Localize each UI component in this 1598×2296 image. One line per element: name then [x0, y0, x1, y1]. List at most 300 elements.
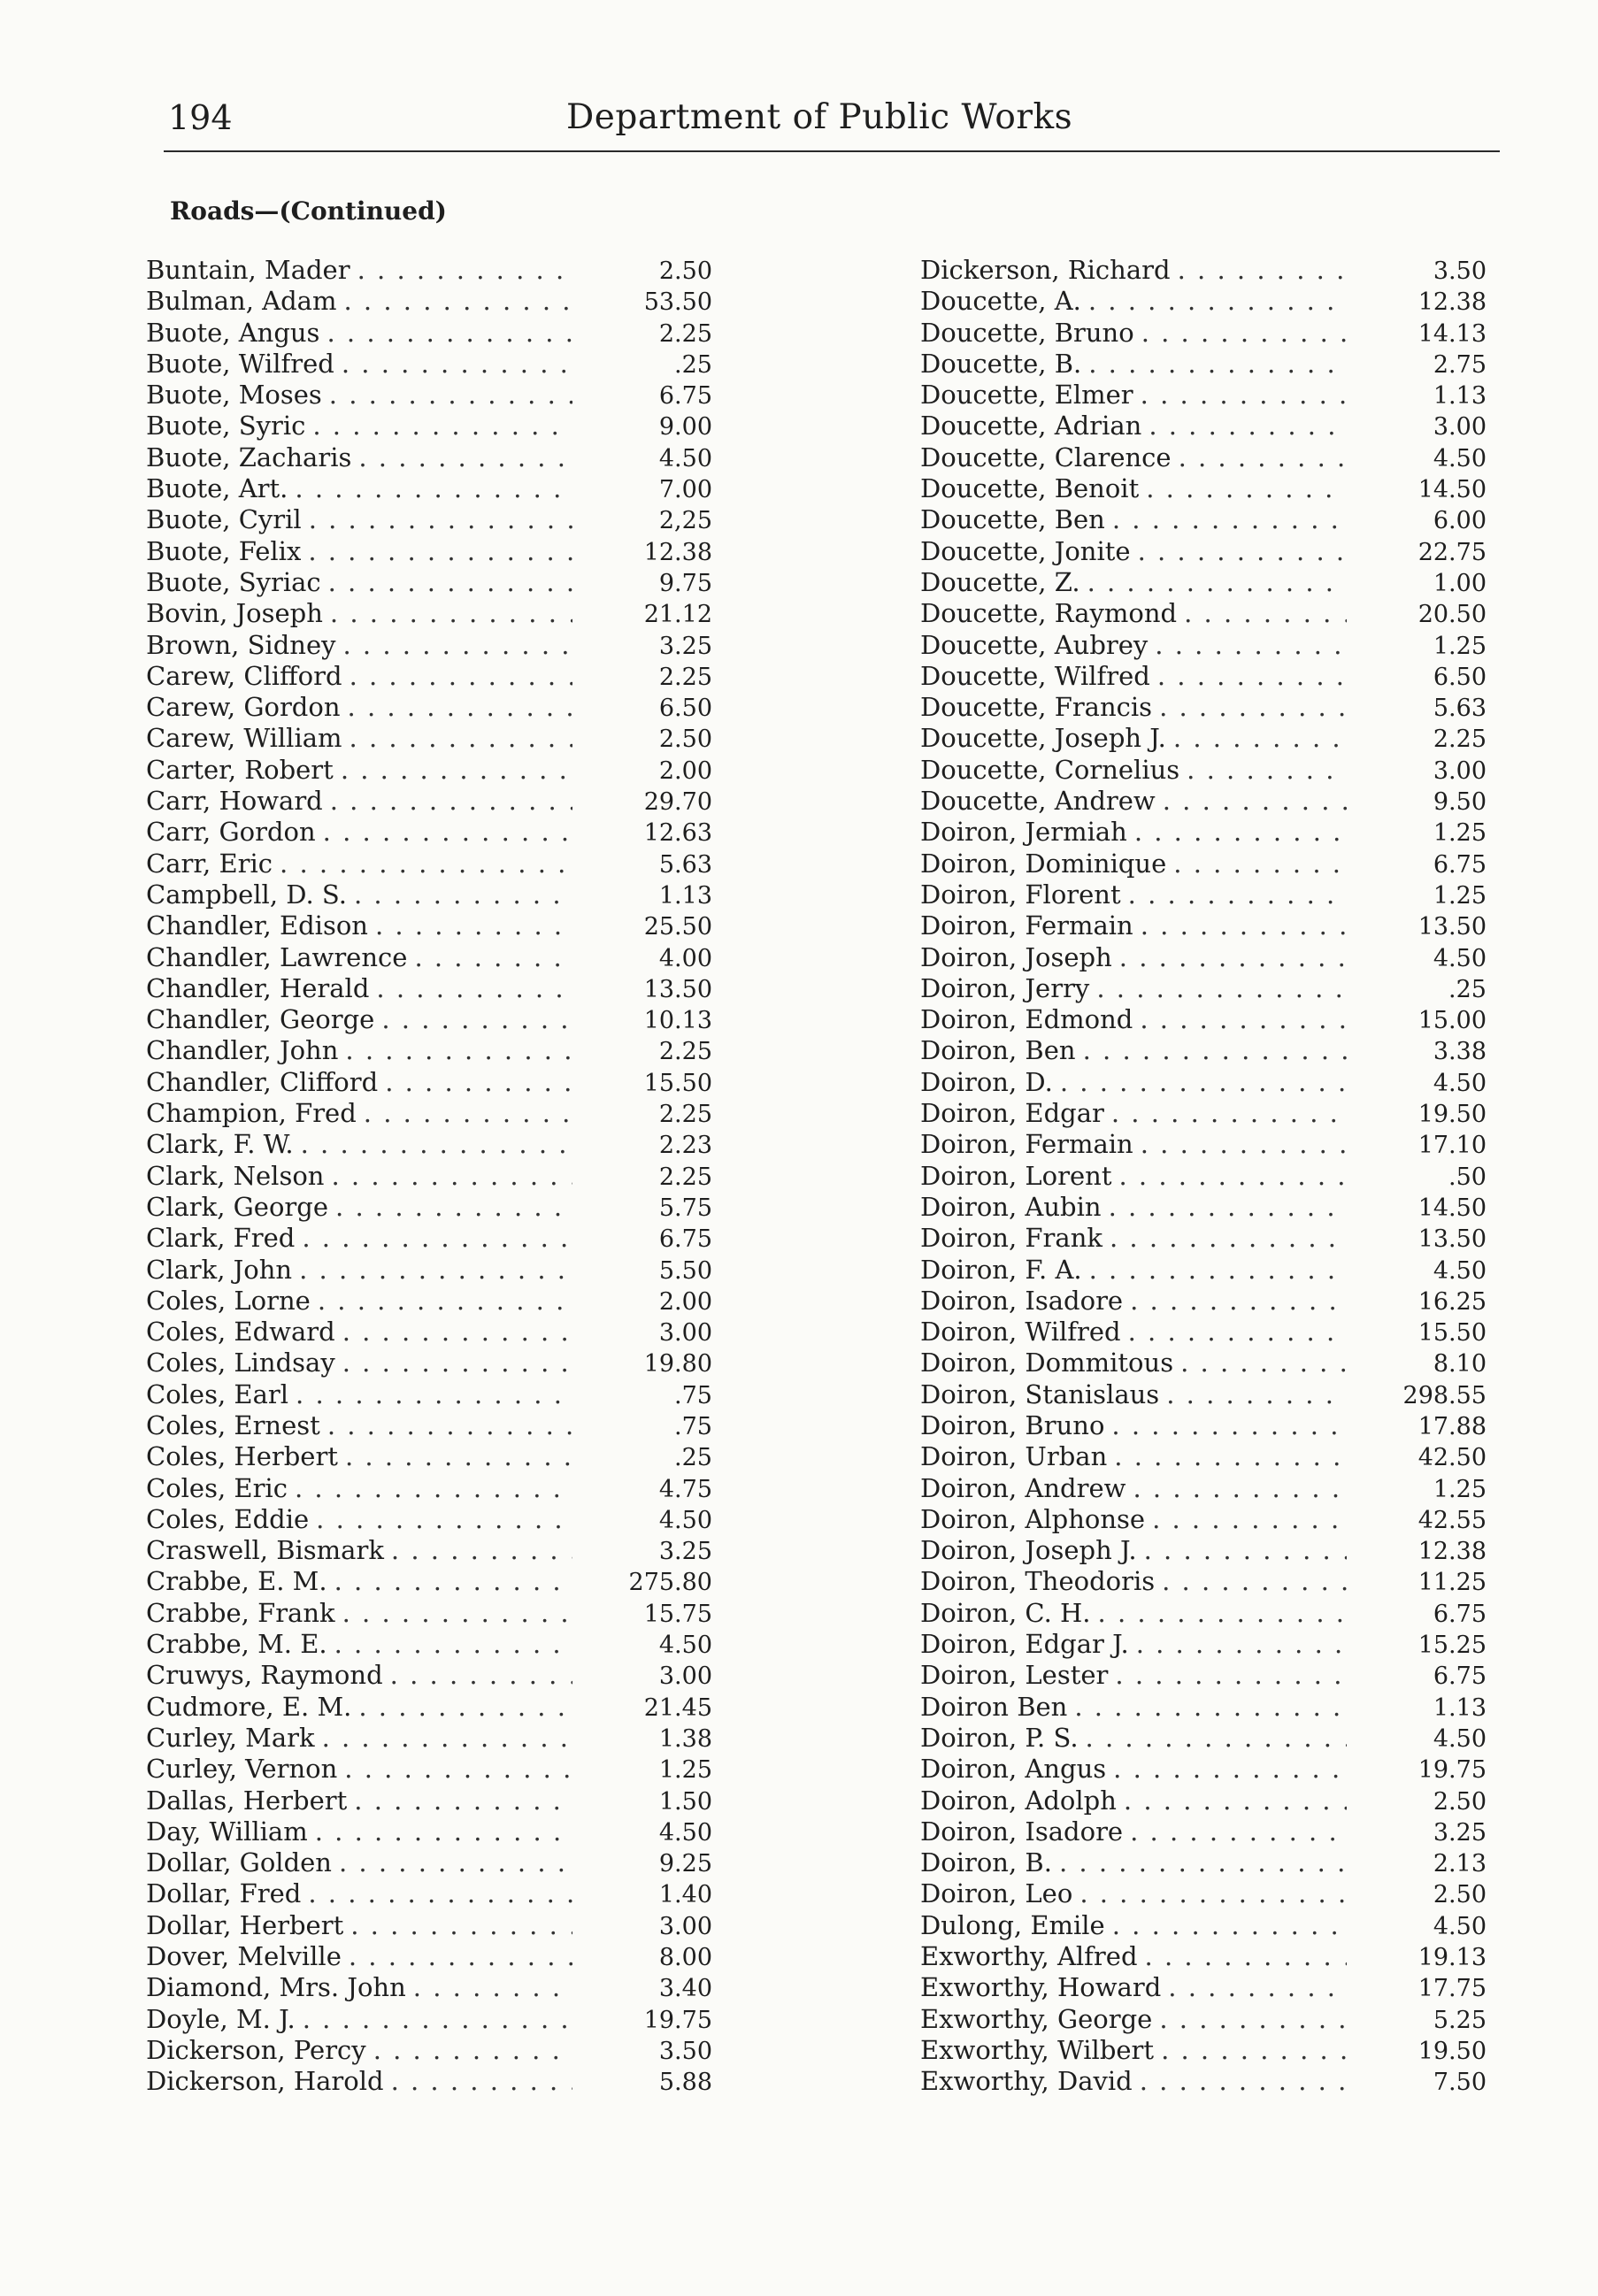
dot-leader	[1184, 598, 1347, 629]
list-item	[146, 1348, 712, 1378]
list-item	[920, 879, 1487, 910]
entry-amount: 19.50	[1417, 2037, 1487, 2065]
list-item	[146, 1754, 712, 1785]
right-column-list	[920, 255, 1487, 2098]
list-item	[146, 1035, 712, 1066]
list-item	[920, 1035, 1487, 1066]
list-item	[146, 1286, 712, 1317]
entry-name: Exworthy, Howard	[920, 1972, 1162, 2003]
dot-leader	[328, 567, 572, 598]
entry-name: Cruwys, Raymond	[146, 1660, 383, 1691]
entry-name: Doiron, Isadore	[920, 1816, 1124, 1847]
entry-amount: 9.25	[658, 1850, 712, 1878]
entry-amount: 1.40	[658, 1881, 712, 1909]
entry-name: Doucette, Jonite	[920, 535, 1131, 566]
entry-amount: 2.13	[1433, 1850, 1487, 1878]
dot-leader	[299, 1255, 572, 1286]
entry-name: Exworthy, David	[920, 2066, 1133, 2097]
list-item	[920, 661, 1487, 692]
entry-amount: 6.75	[1433, 1662, 1487, 1691]
list-item	[920, 504, 1487, 535]
header-divider	[164, 150, 1500, 152]
entry-amount: 4.50	[658, 1632, 712, 1660]
dot-leader	[358, 442, 572, 473]
list-item	[920, 442, 1487, 473]
entry-name: Dallas, Herbert	[146, 1785, 348, 1816]
dot-leader	[343, 286, 572, 317]
left-column-list	[146, 255, 712, 2098]
entry-name: Doiron, Andrew	[920, 1472, 1126, 1503]
entry-name: Doiron, Fermain	[920, 910, 1133, 941]
list-item	[920, 2035, 1487, 2066]
dot-leader	[1134, 817, 1347, 848]
entry-name: Doiron, Urban	[920, 1441, 1108, 1472]
entry-name: Doiron, Edgar	[920, 1098, 1104, 1129]
dot-leader	[1114, 1441, 1347, 1472]
entry-amount: 2.23	[658, 1132, 712, 1160]
list-item	[920, 786, 1487, 817]
list-item	[146, 473, 712, 504]
entry-amount: 2.50	[658, 726, 712, 754]
list-item	[146, 879, 712, 910]
dot-leader	[1130, 1286, 1347, 1317]
entry-name: Doiron Ben	[920, 1691, 1068, 1722]
dot-leader	[1173, 723, 1347, 754]
dot-leader	[1168, 1972, 1347, 2003]
dot-leader	[350, 1910, 572, 1941]
entry-name: Doiron, C. H.	[920, 1597, 1091, 1628]
list-item	[920, 1441, 1487, 1472]
list-item	[146, 1598, 712, 1629]
entry-amount: 1.13	[658, 881, 712, 910]
list-item	[146, 1161, 712, 1192]
entry-name: Craswell, Bismark	[146, 1535, 384, 1566]
entry-name: Crabbe, M. E.	[146, 1629, 327, 1660]
entry-amount: 42.50	[1417, 1444, 1487, 1472]
section-heading: Roads—(Continued)	[170, 196, 447, 226]
list-item	[146, 1847, 712, 1878]
entry-amount: 2.25	[1433, 726, 1487, 754]
entry-amount: .25	[674, 1444, 712, 1472]
dot-leader	[331, 1161, 572, 1192]
entry-name: Doucette, Francis	[920, 692, 1153, 723]
list-item	[920, 755, 1487, 786]
entry-amount: 6.50	[1433, 663, 1487, 691]
entry-name: Doucette, Andrew	[920, 786, 1156, 817]
list-item	[146, 630, 712, 661]
dot-leader	[302, 1223, 572, 1254]
entry-amount: 3.00	[1433, 756, 1487, 785]
entry-amount: 13.50	[643, 975, 712, 1003]
dot-leader	[1161, 2035, 1347, 2066]
dot-leader	[354, 1785, 572, 1816]
dot-leader	[342, 1317, 572, 1348]
dot-leader	[1136, 1629, 1347, 1660]
dot-leader	[345, 1035, 572, 1066]
dot-leader	[349, 1941, 572, 1972]
entry-name: Bulman, Adam	[146, 286, 337, 317]
list-item	[146, 1660, 712, 1691]
entry-name: Doiron, Joseph	[920, 941, 1112, 972]
list-item	[920, 411, 1487, 442]
entry-amount: 5.50	[658, 1256, 712, 1285]
dot-leader	[1159, 692, 1347, 723]
list-item	[920, 1692, 1487, 1723]
dot-leader	[295, 1473, 572, 1504]
entry-name: Doiron, Frank	[920, 1223, 1102, 1254]
entry-amount: 22.75	[1417, 538, 1487, 566]
entry-amount: 4.50	[1433, 1912, 1487, 1940]
list-item	[146, 692, 712, 723]
entry-name: Doucette, Bruno	[920, 317, 1134, 348]
list-item	[920, 473, 1487, 504]
list-item	[920, 1629, 1487, 1660]
dot-leader	[343, 630, 573, 661]
list-item	[920, 1067, 1487, 1098]
dot-leader	[364, 1098, 572, 1129]
dot-leader	[1180, 1348, 1347, 1378]
entry-amount: 2.25	[658, 663, 712, 691]
dot-leader	[390, 1660, 572, 1691]
entry-amount: 3.00	[658, 1319, 712, 1348]
entry-name: Doiron, Aubin	[920, 1191, 1102, 1222]
entry-name: Diamond, Mrs. John	[146, 1972, 406, 2003]
list-item	[920, 1878, 1487, 1909]
entry-amount: 6.00	[1433, 507, 1487, 535]
dot-leader	[309, 504, 572, 535]
entry-name: Cudmore, E. M.	[146, 1691, 352, 1722]
entry-name: Doucette, Adrian	[920, 411, 1142, 442]
dot-leader	[1141, 318, 1347, 349]
dot-leader	[312, 411, 572, 442]
entry-name: Carew, Clifford	[146, 660, 342, 691]
entry-amount: 25.50	[643, 913, 712, 941]
list-item	[146, 1098, 712, 1129]
entry-amount: .25	[674, 350, 712, 379]
entry-amount: 5.88	[658, 2069, 712, 2097]
entry-amount: 8.10	[1433, 1350, 1487, 1378]
entry-name: Doucette, Clarence	[920, 442, 1172, 472]
dot-leader	[1112, 504, 1347, 535]
dot-leader	[1166, 1379, 1347, 1410]
entry-name: Doiron, Stanislaus	[920, 1378, 1160, 1409]
entry-amount: 1.13	[1433, 382, 1487, 411]
list-item	[146, 380, 712, 411]
entry-amount: 9.00	[658, 413, 712, 442]
entry-name: Doiron, P. S.	[920, 1722, 1079, 1753]
entry-amount: 2.00	[658, 756, 712, 785]
dot-leader	[1059, 1847, 1347, 1878]
entry-name: Coles, Lindsay	[146, 1348, 335, 1378]
entry-name: Buote, Art.	[146, 473, 288, 504]
list-item	[920, 598, 1487, 629]
entry-amount: 17.88	[1417, 1412, 1487, 1440]
entry-name: Carr, Gordon	[146, 817, 316, 848]
entry-name: Curley, Vernon	[146, 1754, 338, 1785]
list-item	[146, 286, 712, 317]
dot-leader	[1074, 1692, 1347, 1723]
entry-name: Carr, Eric	[146, 848, 273, 879]
list-item	[920, 1129, 1487, 1160]
entry-name: Coles, Lorne	[146, 1285, 311, 1316]
dot-leader	[322, 1723, 572, 1754]
dot-leader	[350, 661, 572, 692]
dot-leader	[1060, 1067, 1347, 1098]
entry-amount: 2.50	[658, 257, 712, 285]
list-item	[146, 1379, 712, 1410]
dot-leader	[301, 1129, 572, 1160]
dot-leader	[391, 1535, 572, 1566]
list-item	[146, 349, 712, 380]
entry-amount: 11.25	[1417, 1569, 1487, 1597]
list-item	[920, 1504, 1487, 1535]
dot-leader	[327, 1410, 572, 1441]
entry-amount: 4.75	[658, 1475, 712, 1503]
dot-leader	[308, 536, 572, 567]
dot-leader	[330, 786, 572, 817]
entry-name: Dollar, Golden	[146, 1847, 332, 1878]
dot-leader	[376, 973, 572, 1004]
dot-leader	[1087, 567, 1347, 598]
entry-name: Chandler, John	[146, 1035, 339, 1066]
entry-name: Carew, Gordon	[146, 692, 341, 723]
entry-amount: 6.75	[1433, 850, 1487, 879]
entry-amount: 13.50	[1417, 913, 1487, 941]
list-item	[920, 1348, 1487, 1378]
dot-leader	[308, 1878, 572, 1909]
entry-name: Doucette, Cornelius	[920, 754, 1180, 785]
entry-amount: 14.50	[1417, 1194, 1487, 1222]
dot-leader	[1138, 536, 1347, 567]
entry-amount: 19.80	[643, 1350, 712, 1378]
list-item	[920, 1379, 1487, 1410]
dot-leader	[1111, 1410, 1347, 1441]
entry-name: Exworthy, Alfred	[920, 1941, 1138, 1972]
entry-amount: 2.50	[1433, 1787, 1487, 1816]
entry-amount: 10.13	[643, 1007, 712, 1035]
dot-leader	[345, 1441, 572, 1472]
list-item	[146, 1941, 712, 1972]
entry-name: Buote, Felix	[146, 535, 302, 566]
entry-name: Doiron, Wilfred	[920, 1317, 1121, 1348]
entry-name: Carr, Howard	[146, 786, 323, 817]
entry-name: Doucette, Elmer	[920, 380, 1133, 411]
entry-amount: 9.50	[1433, 788, 1487, 817]
entry-amount: 7.50	[1433, 2069, 1487, 2097]
entry-name: Buntain, Mader	[146, 255, 350, 285]
page-title: Department of Public Works	[566, 97, 1073, 137]
list-item	[920, 567, 1487, 598]
dot-leader	[1141, 380, 1347, 411]
dot-leader	[1112, 1910, 1347, 1941]
list-item	[920, 1255, 1487, 1286]
entry-amount: 4.50	[658, 444, 712, 472]
list-item	[920, 1192, 1487, 1223]
entry-name: Exworthy, Wilbert	[920, 2034, 1155, 2065]
entry-amount: 14.13	[1417, 319, 1487, 348]
entry-amount: 1.25	[1433, 632, 1487, 660]
entry-amount: .25	[1448, 975, 1487, 1003]
entry-name: Chandler, Clifford	[146, 1066, 379, 1097]
page-number: 194	[168, 98, 233, 137]
list-item	[920, 1098, 1487, 1129]
dot-leader	[1152, 1504, 1347, 1535]
dot-leader	[344, 1754, 572, 1785]
list-item	[146, 1317, 712, 1348]
list-item	[920, 1816, 1487, 1847]
dot-leader	[391, 2066, 572, 2097]
dot-leader	[1178, 255, 1347, 286]
entry-amount: 15.75	[643, 1600, 712, 1628]
list-item	[920, 318, 1487, 349]
entry-amount: 3.50	[658, 2037, 712, 2065]
dot-leader	[1144, 1535, 1347, 1566]
entry-name: Doucette, Benoit	[920, 473, 1140, 504]
entry-amount: 3.50	[1433, 257, 1487, 285]
list-item	[146, 1629, 712, 1660]
entry-amount: 2.25	[658, 319, 712, 348]
entry-amount: 8.00	[658, 1944, 712, 1972]
entry-amount: 2.25	[658, 1038, 712, 1066]
list-item	[920, 910, 1487, 941]
dot-leader	[327, 318, 572, 349]
list-item	[146, 442, 712, 473]
dot-leader	[1173, 849, 1347, 879]
entry-amount: 1.00	[1433, 569, 1487, 597]
entry-amount: 6.75	[658, 382, 712, 411]
dot-leader	[373, 2035, 572, 2066]
entry-name: Coles, Edward	[146, 1317, 335, 1348]
list-item	[920, 1941, 1487, 1972]
list-item	[920, 630, 1487, 661]
dot-leader	[381, 1004, 572, 1035]
list-item	[920, 1473, 1487, 1504]
list-item	[920, 1785, 1487, 1816]
entry-amount: 2.00	[658, 1287, 712, 1316]
dot-leader	[1109, 1192, 1347, 1223]
list-item	[920, 1847, 1487, 1878]
list-item	[920, 1566, 1487, 1597]
entry-name: Brown, Sidney	[146, 629, 336, 660]
entry-name: Coles, Eddie	[146, 1503, 310, 1534]
dot-leader	[1115, 1660, 1347, 1691]
entry-amount: 6.75	[658, 1225, 712, 1254]
dot-leader	[1086, 1723, 1347, 1754]
list-item	[146, 1441, 712, 1472]
entry-amount: 3.00	[658, 1912, 712, 1940]
entry-amount: 17.10	[1417, 1132, 1487, 1160]
entry-name: Carew, William	[146, 723, 342, 754]
entry-name: Doiron, B.	[920, 1847, 1052, 1878]
dot-leader	[1128, 1317, 1347, 1348]
list-item	[920, 692, 1487, 723]
list-item	[146, 1473, 712, 1504]
entry-amount: 12.38	[643, 538, 712, 566]
dot-leader	[342, 349, 572, 380]
entry-amount: 13.50	[1417, 1225, 1487, 1254]
entry-name: Crabbe, Frank	[146, 1597, 335, 1628]
entry-amount: 5.63	[658, 850, 712, 879]
dot-leader	[1088, 286, 1347, 317]
list-item	[146, 755, 712, 786]
dot-leader	[1113, 1754, 1347, 1785]
list-item	[920, 1410, 1487, 1441]
entry-name: Doiron, Angus	[920, 1754, 1107, 1785]
list-item	[146, 1910, 712, 1941]
entry-amount: 15.00	[1417, 1007, 1487, 1035]
entry-name: Doucette, Ben	[920, 504, 1105, 535]
dot-leader	[350, 723, 572, 754]
entry-name: Buote, Wilfred	[146, 348, 334, 379]
entry-amount: 3.25	[658, 632, 712, 660]
entry-amount: 5.25	[1433, 2006, 1487, 2034]
dot-leader	[1155, 630, 1347, 661]
list-item	[146, 1785, 712, 1816]
entry-amount: 1.13	[1433, 1693, 1487, 1722]
list-item	[146, 1004, 712, 1035]
dot-leader	[339, 1847, 572, 1878]
list-item	[146, 1878, 712, 1909]
entry-amount: .75	[674, 1412, 712, 1440]
dot-leader	[1096, 973, 1347, 1004]
entry-amount: 14.50	[1417, 476, 1487, 504]
list-item	[920, 349, 1487, 380]
entry-name: Clark, George	[146, 1191, 329, 1222]
dot-leader	[1145, 1941, 1347, 1972]
dot-leader	[357, 255, 572, 286]
entry-name: Dickerson, Richard	[920, 255, 1171, 285]
entry-name: Coles, Herbert	[146, 1441, 338, 1472]
entry-name: Coles, Earl	[146, 1378, 289, 1409]
entry-name: Doiron, Alphonse	[920, 1503, 1146, 1534]
dot-leader	[375, 910, 572, 941]
entry-amount: 2.75	[1433, 350, 1487, 379]
entry-name: Doiron, Edmond	[920, 1004, 1133, 1035]
entry-name: Chandler, George	[146, 1004, 375, 1035]
entry-name: Buote, Cyril	[146, 504, 302, 535]
entry-name: Doiron, Fermain	[920, 1129, 1133, 1160]
entry-name: Clark, F. W.	[146, 1129, 294, 1160]
entry-name: Dulong, Emile	[920, 1909, 1105, 1940]
entry-amount: 12.38	[1417, 288, 1487, 317]
dot-leader	[1159, 2004, 1347, 2035]
dot-leader	[358, 1692, 572, 1723]
entry-name: Doucette, Joseph J.	[920, 723, 1166, 754]
entry-amount: 3.00	[658, 1662, 712, 1691]
list-item	[146, 2066, 712, 2097]
entry-amount: 19.75	[1417, 1756, 1487, 1785]
entry-name: Dickerson, Percy	[146, 2034, 366, 2065]
entry-amount: 6.75	[1433, 1600, 1487, 1628]
entry-amount: 1.50	[658, 1787, 712, 1816]
dot-leader	[315, 1816, 572, 1847]
list-item	[146, 849, 712, 879]
list-item	[920, 1972, 1487, 2003]
list-item	[146, 1566, 712, 1597]
entry-name: Coles, Ernest	[146, 1409, 320, 1440]
dot-leader	[323, 817, 572, 848]
dot-leader	[1079, 1878, 1347, 1909]
list-item	[146, 661, 712, 692]
list-item	[146, 1255, 712, 1286]
entry-amount: 15.50	[643, 1069, 712, 1097]
list-item	[146, 1410, 712, 1441]
list-item	[146, 723, 712, 754]
list-item	[920, 1161, 1487, 1192]
entry-name: Chandler, Herald	[146, 972, 370, 1003]
dot-leader	[329, 380, 572, 411]
entry-amount: 3.25	[658, 1538, 712, 1566]
